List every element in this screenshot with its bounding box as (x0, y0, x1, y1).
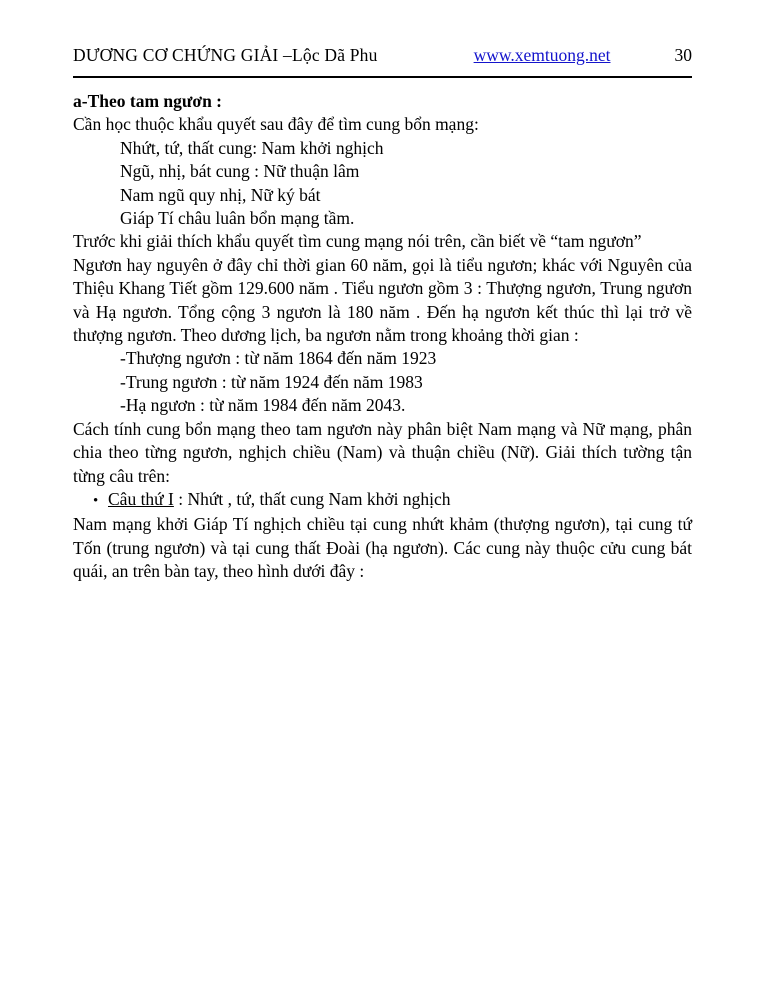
verse-line: Nhứt, tứ, thất cung: Nam khởi nghịch (120, 137, 384, 158)
paragraph-intro: Cần học thuộc khẩu quyết sau đây để tìm cung bổn mạng: (73, 114, 479, 135)
verse-line: Ngũ, nhị, bát cung : Nữ thuận lâm (120, 161, 360, 182)
era-line: -Thượng ngươn : từ năm 1864 đến năm 1923 (120, 348, 437, 369)
bullet-text: : Nhứt , tứ, thất cung Nam khởi nghịch (173, 488, 451, 509)
bullet-item (73, 488, 692, 513)
document-body (73, 90, 692, 584)
era-line: -Trung ngươn : từ năm 1924 đến năm 1983 (120, 371, 423, 392)
document-title: DƯƠNG CƠ CHỨNG GIẢI –Lộc Dã Phu (73, 45, 378, 65)
paragraph-nguon-definition: Ngươn hay nguyên ở đây chỉ thời gian 60 năm, gọi là tiểu ngươn; khác với Nguyên của Thiệu Khang Tiết gồm 129.600 năm . Tiểu ngươn gồm 3 : Thượng ngươn, Trung ngươn và Hạ ngươn. Tổng cộng 3 ngươn là 180 năm . Đến hạ ngươn kết thúc thì lại trở về thượng ngươn. Theo dương lịch, ba ngươn nằm trong khoảng thời gian : (73, 254, 692, 346)
page-number: 30 (674, 45, 692, 65)
paragraph-cach-tinh: Cách tính cung bổn mạng theo tam ngươn này phân biệt Nam mạng và Nữ mạng, phân chia theo từng ngươn, nghịch chiều (Nam) và thuận chiều (Nữ). Giải thích tường tận từng câu trên: (73, 418, 692, 486)
section-heading: a-Theo tam ngươn : (73, 91, 223, 111)
website-link[interactable]: www.xemtuong.net (473, 45, 611, 65)
verse-line: Giáp Tí châu luân bổn mạng tầm. (120, 208, 355, 229)
bullet-icon: • (93, 492, 99, 509)
page-header (73, 44, 692, 66)
verse-line: Nam ngũ quy nhị, Nữ ký bát (120, 184, 321, 205)
era-line: -Hạ ngươn : từ năm 1984 đến năm 2043. (120, 395, 406, 416)
bullet-label: Câu thứ I (108, 488, 174, 509)
paragraph-nam-mang: Nam mạng khởi Giáp Tí nghịch chiều tại cung nhứt khảm (thượng ngươn), tại cung tứ Tốn (trung ngươn) và tại cung thất Đoài (hạ ngươn). Các cung này thuộc cửu cung bát quái, an trên bàn tay, theo hình dưới đây : (73, 514, 692, 582)
paragraph-tam-nguon-note: Trước khi giải thích khẩu quyết tìm cung mạng nói trên, cần biết về “tam ngươn” (73, 231, 642, 252)
header-divider (73, 76, 692, 78)
